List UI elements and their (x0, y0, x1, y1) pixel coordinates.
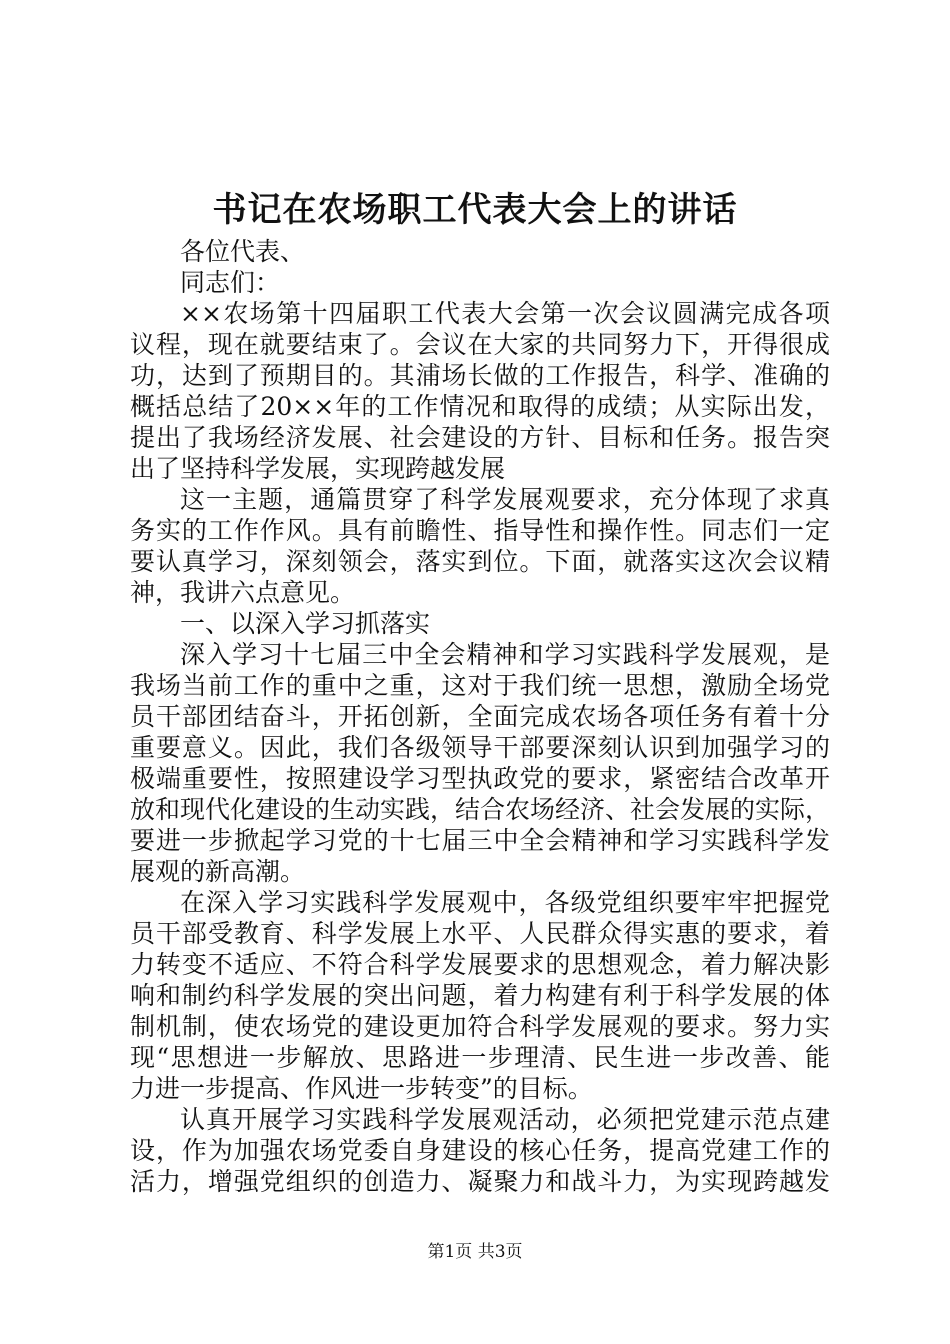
text-line: ××农场第十四届职工代表大会第一次会议圆满完成各项 (180, 299, 830, 328)
text-line: 提出了我场经济发展、社会建设的方针、目标和任务。报告突 (130, 423, 830, 452)
text-line: 这一主题，通篇贯穿了科学发展观要求，充分体现了求真 (180, 485, 830, 514)
text-line: 出了坚持科学发展，实现跨越发展 (130, 454, 506, 483)
text-line: 认真开展学习实践科学发展观活动，必须把党建示范点建 (180, 1105, 830, 1134)
text-line: 功，达到了预期目的。其浦场长做的工作报告，科学、准确的 (130, 361, 830, 390)
text-line: 议程，现在就要结束了。会议在大家的共同努力下，开得很成 (130, 330, 830, 359)
text-line: 设，作为加强农场党委自身建设的核心任务，提高党建工作的 (130, 1136, 830, 1165)
document-title: 书记在农场职工代表大会上的讲话 (212, 190, 738, 230)
text-line: 神，我讲六点意见。 (130, 578, 356, 607)
text-line: 力进一步提高、作风进一步转变”的目标。 (130, 1074, 593, 1103)
text-line: 我场当前工作的重中之重，这对于我们统一思想，激励全场党 (130, 671, 830, 700)
text-line: 要进一步掀起学习党的十七届三中全会精神和学习实践科学发 (130, 826, 830, 855)
text-line: 员干部团结奋斗，开拓创新，全面完成农场各项任务有着十分 (130, 702, 830, 731)
text-line: 员干部受教育、科学发展上水平、人民群众得实惠的要求，着 (130, 919, 830, 948)
text-line: 同志们： (180, 268, 281, 297)
text-line: 重要意义。因此，我们各级领导干部要深刻认识到加强学习的 (130, 733, 830, 762)
text-line: 放和现代化建设的生动实践，结合农场经济、社会发展的实际， (130, 795, 831, 824)
text-line: 现“思想进一步解放、思路进一步理清、民生进一步改善、能 (130, 1043, 830, 1072)
text-line: 在深入学习实践科学发展观中，各级党组织要牢牢把握党 (180, 888, 830, 917)
text-line: 一、以深入学习抓落实 (180, 609, 431, 638)
text-line: 展观的新高潮。 (130, 857, 306, 886)
text-line: 概括总结了20××年的工作情况和取得的成绩；从实际出发， (130, 392, 830, 421)
text-line: 力转变不适应、不符合科学发展要求的思想观念，着力解决影 (130, 950, 830, 979)
text-line: 各位代表、 (180, 237, 306, 266)
text-line: 务实的工作作风。具有前瞻性、指导性和操作性。同志们一定 (130, 516, 830, 545)
text-line: 深入学习十七届三中全会精神和学习实践科学发展观，是 (180, 640, 830, 669)
page-footer: 第1页 共3页 (427, 1242, 523, 1262)
text-line: 要认真学习，深刻领会，落实到位。下面，就落实这次会议精 (130, 547, 830, 576)
text-line: 制机制，使农场党的建设更加符合科学发展观的要求。努力实 (130, 1012, 830, 1041)
text-line: 活力，增强党组织的创造力、凝聚力和战斗力，为实现跨越发 (130, 1167, 830, 1196)
document-body (130, 236, 830, 1197)
text-line: 极端重要性，按照建设学习型执政党的要求，紧密结合改革开 (130, 764, 830, 793)
text-line: 响和制约科学发展的突出问题，着力构建有利于科学发展的体 (130, 981, 830, 1010)
